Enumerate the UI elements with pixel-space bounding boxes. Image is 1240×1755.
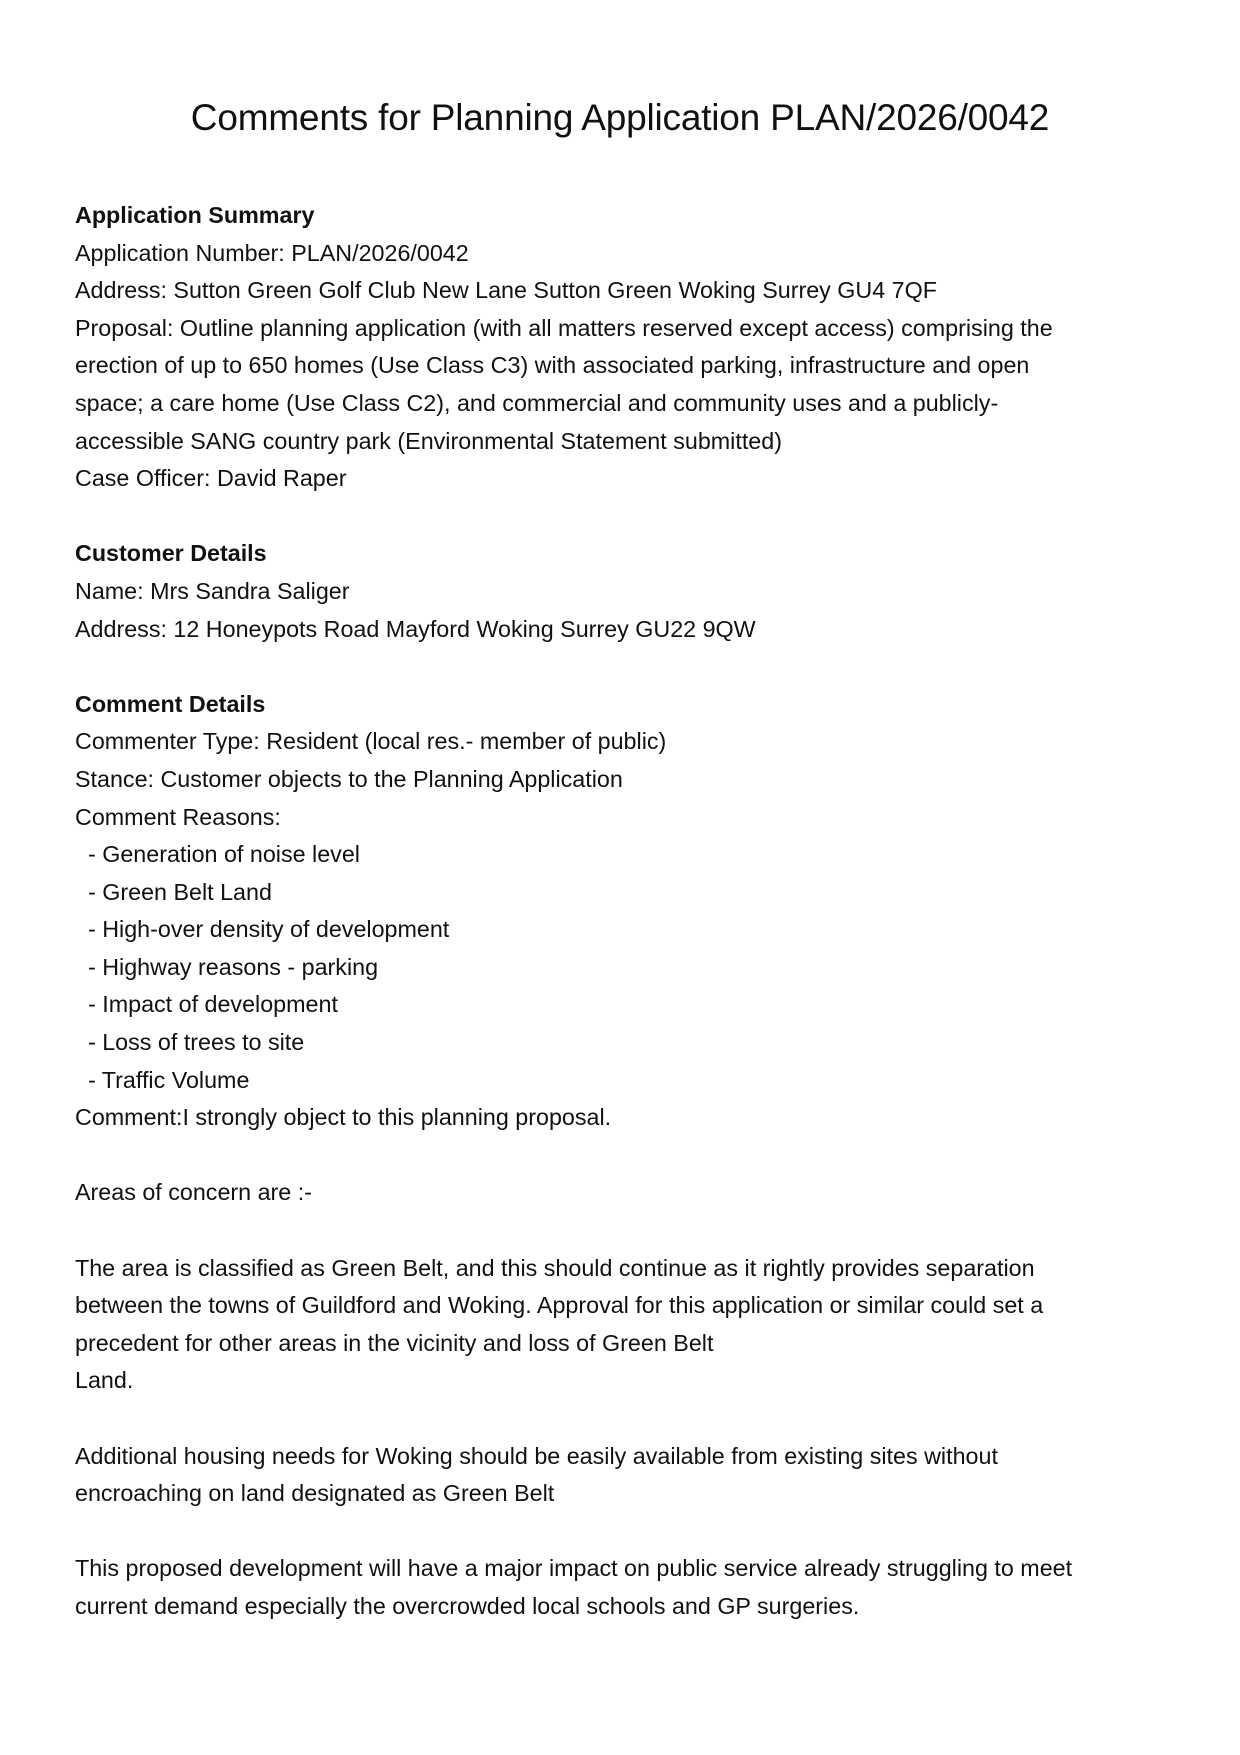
paragraph-line: The area is classified as Green Belt, and this should continue as it rightly provides separation [75, 1254, 1035, 1281]
proposal-line: space; a care home (Use Class C2), and commercial and community uses and a publicly- [75, 389, 999, 416]
application-summary-section [75, 197, 1175, 498]
application-summary-heading: Application Summary [75, 202, 315, 228]
concern-intro: Areas of concern are :- [75, 1179, 312, 1206]
comment-paragraph-green-belt [75, 1250, 1175, 1400]
proposal-line: accessible SANG country park (Environmental Statement submitted) [75, 427, 782, 454]
commenter-type: Commenter Type: Resident (local res.- member of public) [75, 728, 667, 755]
comment-stance: Stance: Customer objects to the Planning Application [75, 765, 623, 792]
paragraph-line: Land. [75, 1367, 134, 1394]
section-spacer [75, 648, 1175, 686]
comment-paragraph-housing [75, 1438, 1175, 1513]
paragraph-spacer [75, 1513, 1175, 1551]
document-content [75, 197, 1175, 1626]
paragraph-spacer [75, 1212, 1175, 1250]
comment-reasons-list [75, 836, 1175, 1099]
customer-name: Name: Mrs Sandra Saliger [75, 577, 350, 604]
proposal-line: Proposal: Outline planning application (with all matters reserved except access) comprising the [75, 314, 1053, 341]
customer-address: Address: 12 Honeypots Road Mayford Woking Surrey GU22 9QW [75, 615, 756, 642]
list-item: - Generation of noise level [88, 841, 360, 868]
paragraph-line: precedent for other areas in the vicinity and loss of Green Belt [75, 1329, 714, 1356]
page-title: Comments for Planning Application PLAN/2026/0042 [190, 97, 1050, 138]
case-officer: Case Officer: David Raper [75, 465, 347, 492]
comment-reasons-label: Comment Reasons: [75, 803, 281, 830]
customer-details-heading: Customer Details [75, 540, 267, 567]
comment-details-heading: Comment Details [75, 690, 266, 717]
proposal-line: erection of up to 650 homes (Use Class C3) with associated parking, infrastructure and open [75, 352, 1030, 379]
site-address: Address: Sutton Green Golf Club New Lane Sutton Green Woking Surrey GU4 7QF [75, 277, 937, 304]
list-item: - Traffic Volume [88, 1066, 250, 1093]
comment-intro: Comment:I strongly object to this planning proposal. [75, 1104, 612, 1131]
section-spacer [75, 498, 1175, 536]
list-item: - Loss of trees to site [88, 1029, 305, 1056]
application-number: Application Number: PLAN/2026/0042 [75, 239, 469, 266]
list-item: - High-over density of development [88, 916, 450, 943]
list-item: - Impact of development [88, 991, 338, 1018]
comment-paragraph-public-services [75, 1550, 1175, 1625]
paragraph-line: This proposed development will have a major impact on public service already struggling to meet [75, 1555, 1073, 1582]
paragraph-line: Additional housing needs for Woking should be easily available from existing sites without [75, 1442, 998, 1469]
list-item: - Highway reasons - parking [88, 953, 379, 980]
list-item: - Green Belt Land [88, 878, 272, 905]
comment-details-section [75, 686, 1175, 1626]
paragraph-spacer [75, 1137, 1175, 1175]
paragraph-line: current demand especially the overcrowded local schools and GP surgeries. [75, 1592, 860, 1619]
paragraph-line: encroaching on land designated as Green Belt [75, 1480, 555, 1507]
customer-details-section [75, 535, 1175, 648]
paragraph-line: between the towns of Guildford and Woking. Approval for this application or similar could set a [75, 1292, 1044, 1319]
paragraph-spacer [75, 1400, 1175, 1438]
